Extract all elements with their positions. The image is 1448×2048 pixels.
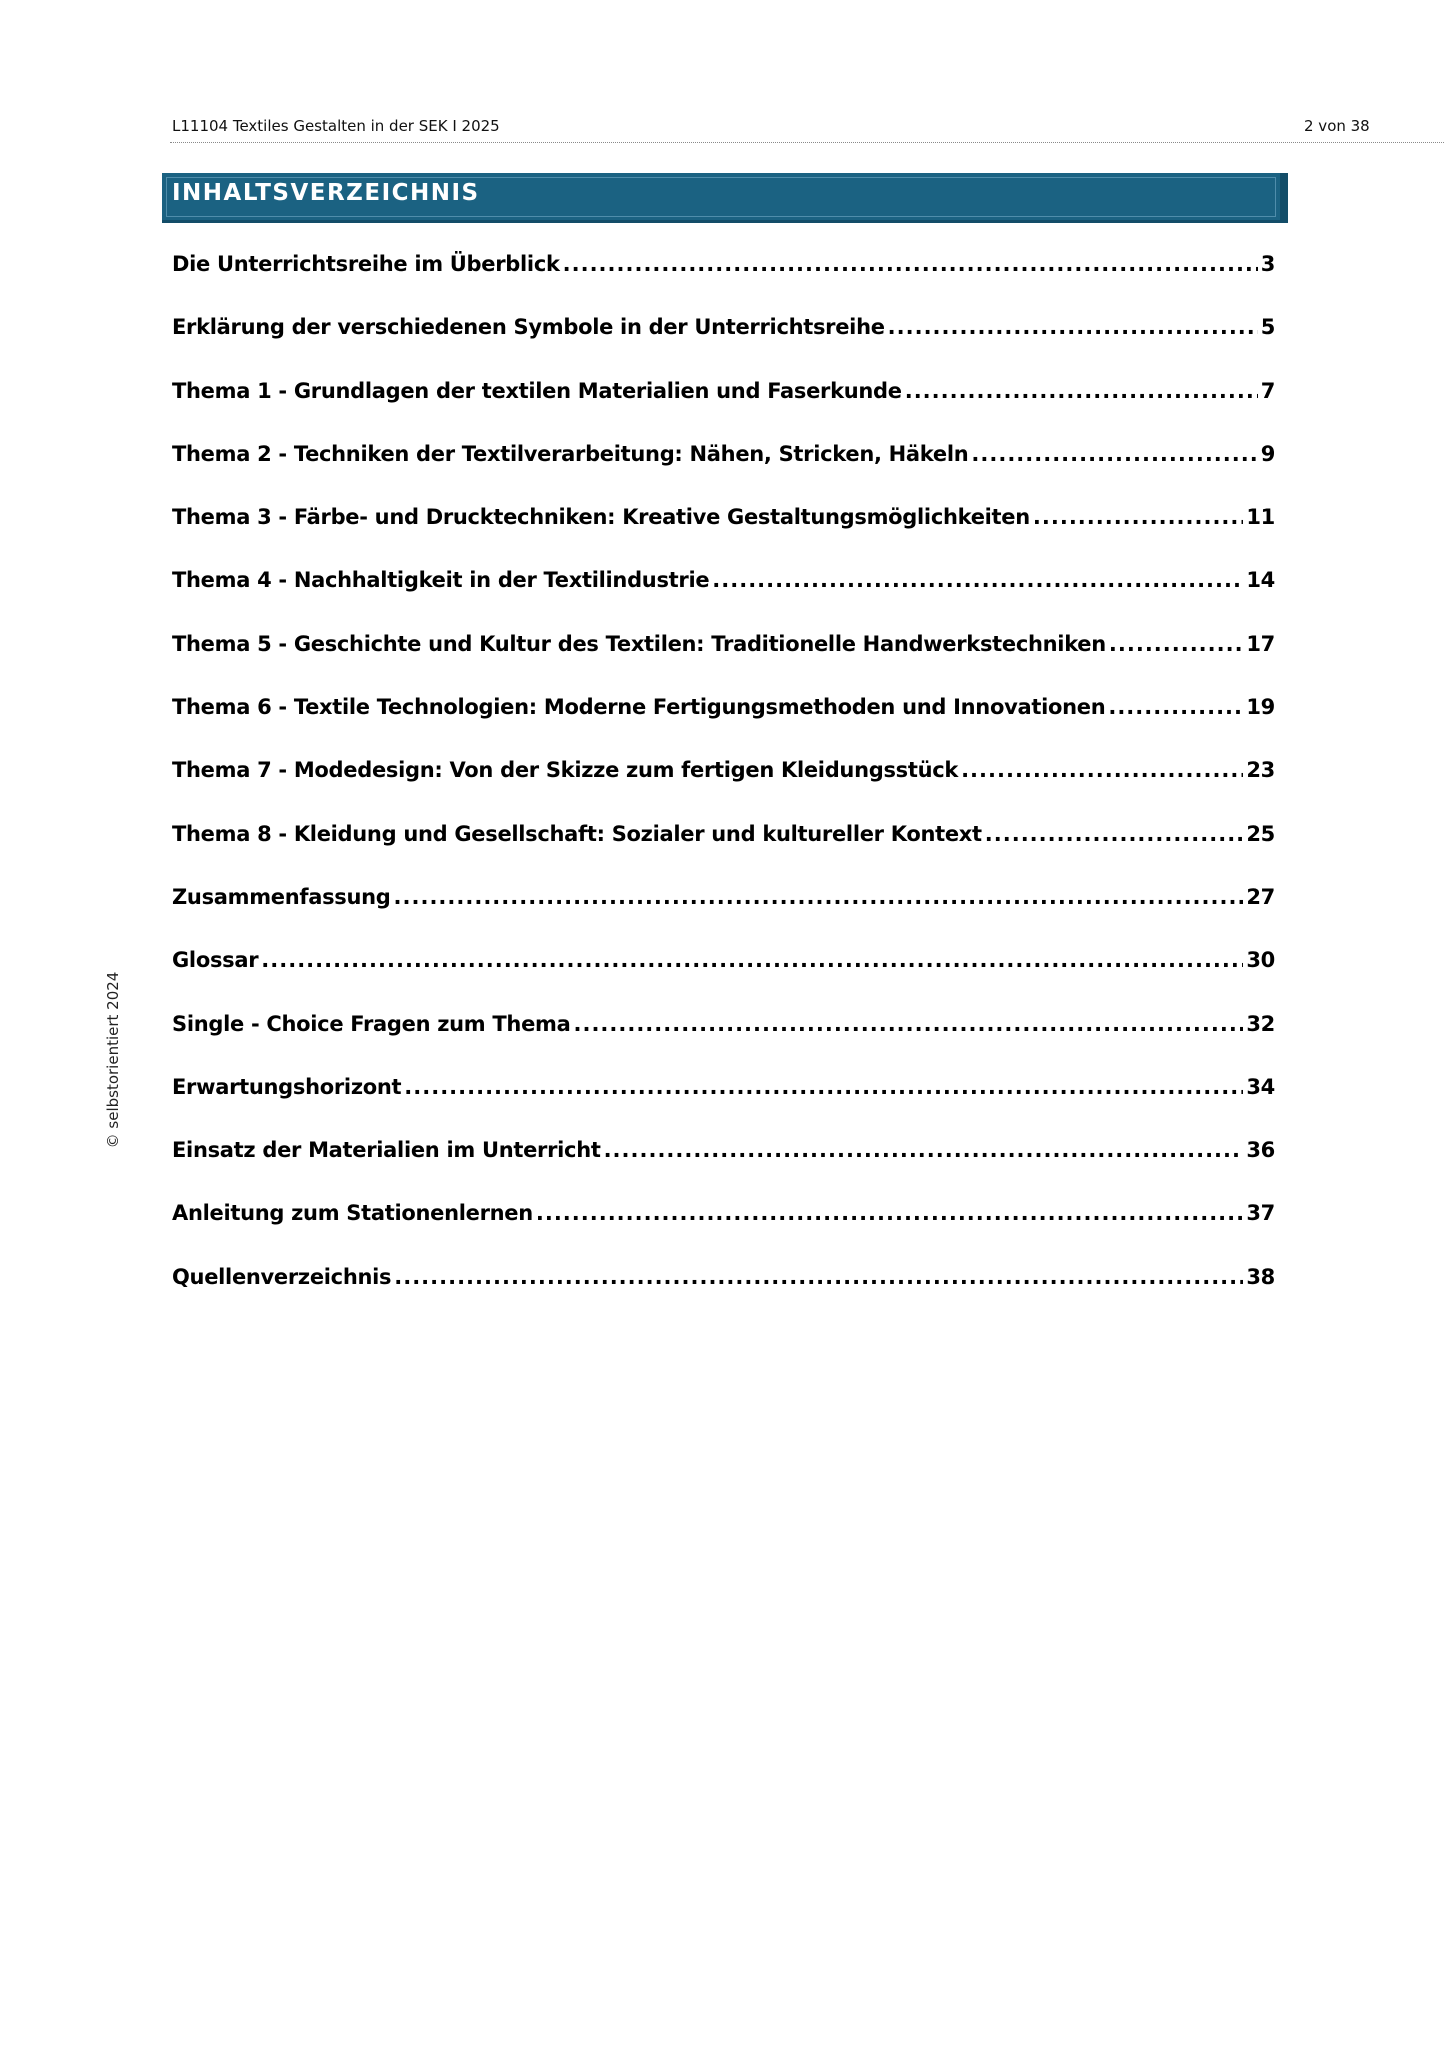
toc-entry[interactable] bbox=[172, 252, 1275, 315]
toc-entry-page: 36 bbox=[1246, 1138, 1275, 1163]
toc-entry-label: Erklärung der verschiedenen Symbole in der Unterrichtsreihe bbox=[172, 315, 885, 340]
toc-entry[interactable] bbox=[172, 948, 1275, 1011]
toc-dot-leader bbox=[573, 1012, 1243, 1036]
toc-entry-label: Thema 5 - Geschichte und Kultur des Textilen: Traditionelle Handwerkstechniken bbox=[172, 631, 1106, 656]
toc-entry[interactable] bbox=[172, 822, 1275, 885]
toc-entry-label: Thema 3 - Färbe- und Drucktechniken: Kreative Gestaltungsmöglichkeiten bbox=[172, 505, 1030, 530]
toc-entry[interactable] bbox=[172, 758, 1275, 821]
toc-entry-page: 19 bbox=[1246, 695, 1275, 720]
toc-entry-page: 30 bbox=[1246, 948, 1275, 973]
toc-entry-page: 5 bbox=[1260, 315, 1275, 340]
toc-entry-label: Thema 1 - Grundlagen der textilen Materialien und Faserkunde bbox=[172, 378, 902, 403]
toc-entry-label: Zusammenfassung bbox=[172, 884, 391, 909]
toc-banner bbox=[162, 173, 1288, 223]
toc-dot-leader bbox=[1033, 505, 1243, 529]
toc-entry[interactable] bbox=[172, 1138, 1275, 1201]
toc-entry-page: 38 bbox=[1246, 1264, 1275, 1289]
toc-dot-leader bbox=[961, 758, 1243, 782]
toc-dot-leader bbox=[563, 252, 1258, 276]
toc-entry-page: 11 bbox=[1246, 505, 1275, 530]
toc-entry[interactable] bbox=[172, 442, 1275, 505]
toc-entry-label: Single - Choice Fragen zum Thema bbox=[172, 1011, 571, 1036]
toc-entry[interactable] bbox=[172, 315, 1275, 378]
page-indicator: 2 von 38 bbox=[1304, 117, 1370, 135]
toc-dot-leader bbox=[971, 442, 1257, 466]
toc-entry-label: Thema 6 - Textile Technologien: Moderne Fertigungsmethoden und Innovationen bbox=[172, 695, 1106, 720]
toc-dot-leader bbox=[404, 1075, 1243, 1099]
toc-entry-page: 3 bbox=[1260, 252, 1275, 276]
toc-entry-page: 17 bbox=[1246, 631, 1275, 656]
toc-entry[interactable] bbox=[172, 695, 1275, 758]
toc-title: INHALTSVERZEICHNIS bbox=[172, 180, 480, 206]
toc-entry-label: Einsatz der Materialien im Unterricht bbox=[172, 1138, 601, 1163]
toc-dot-leader bbox=[604, 1138, 1244, 1162]
toc-entry-page: 25 bbox=[1246, 821, 1275, 846]
toc-dot-leader bbox=[1109, 632, 1243, 656]
toc-dot-leader bbox=[712, 568, 1243, 592]
toc-entry[interactable] bbox=[172, 632, 1275, 695]
copyright-note: © selbstorientiert 2024 bbox=[104, 971, 122, 1149]
toc-entry[interactable] bbox=[172, 505, 1275, 568]
document-id: L11104 Textiles Gestalten in der SEK I 2025 bbox=[172, 117, 500, 135]
toc-entry[interactable] bbox=[172, 1075, 1275, 1138]
toc-dot-leader bbox=[905, 379, 1258, 403]
toc-entry-label: Thema 4 - Nachhaltigkeit in der Textilindustrie bbox=[172, 568, 710, 593]
page-header bbox=[170, 112, 1444, 143]
toc-entry-label: Quellenverzeichnis bbox=[172, 1264, 392, 1289]
toc-entry[interactable] bbox=[172, 1265, 1275, 1328]
toc-entry-page: 34 bbox=[1246, 1074, 1275, 1099]
toc-dot-leader bbox=[1108, 695, 1243, 719]
toc-entry-page: 32 bbox=[1246, 1011, 1275, 1036]
toc-entry-label: Erwartungshorizont bbox=[172, 1074, 402, 1099]
toc-dot-leader bbox=[261, 948, 1243, 972]
toc-entry-label: Anleitung zum Stationenlernen bbox=[172, 1201, 533, 1226]
toc-dot-leader bbox=[536, 1201, 1244, 1225]
toc-entry[interactable] bbox=[172, 568, 1275, 631]
toc-entry-label: Glossar bbox=[172, 948, 259, 973]
toc-dot-leader bbox=[394, 1265, 1243, 1289]
toc-entry-page: 7 bbox=[1260, 378, 1275, 403]
toc-entry-label: Thema 8 - Kleidung und Gesellschaft: Sozialer und kultureller Kontext bbox=[172, 821, 982, 846]
toc-dot-leader bbox=[394, 885, 1244, 909]
toc-entry-label: Thema 7 - Modedesign: Von der Skizze zum fertigen Kleidungsstück bbox=[172, 758, 959, 783]
toc-entry-page: 23 bbox=[1246, 758, 1275, 783]
toc-entry-page: 9 bbox=[1260, 441, 1275, 466]
toc-entry-label: Thema 2 - Techniken der Textilverarbeitung: Nähen, Stricken, Häkeln bbox=[172, 441, 969, 466]
toc-entry-page: 27 bbox=[1246, 884, 1275, 909]
toc-entry[interactable] bbox=[172, 1012, 1275, 1075]
toc-list bbox=[172, 252, 1275, 1328]
toc-dot-leader bbox=[888, 315, 1258, 339]
toc-entry[interactable] bbox=[172, 379, 1275, 442]
toc-dot-leader bbox=[985, 822, 1244, 846]
toc-entry-page: 37 bbox=[1246, 1201, 1275, 1226]
toc-entry-label: Die Unterrichtsreihe im Überblick bbox=[172, 252, 560, 276]
toc-entry-page: 14 bbox=[1246, 568, 1275, 593]
toc-entry[interactable] bbox=[172, 1201, 1275, 1264]
toc-entry[interactable] bbox=[172, 885, 1275, 948]
